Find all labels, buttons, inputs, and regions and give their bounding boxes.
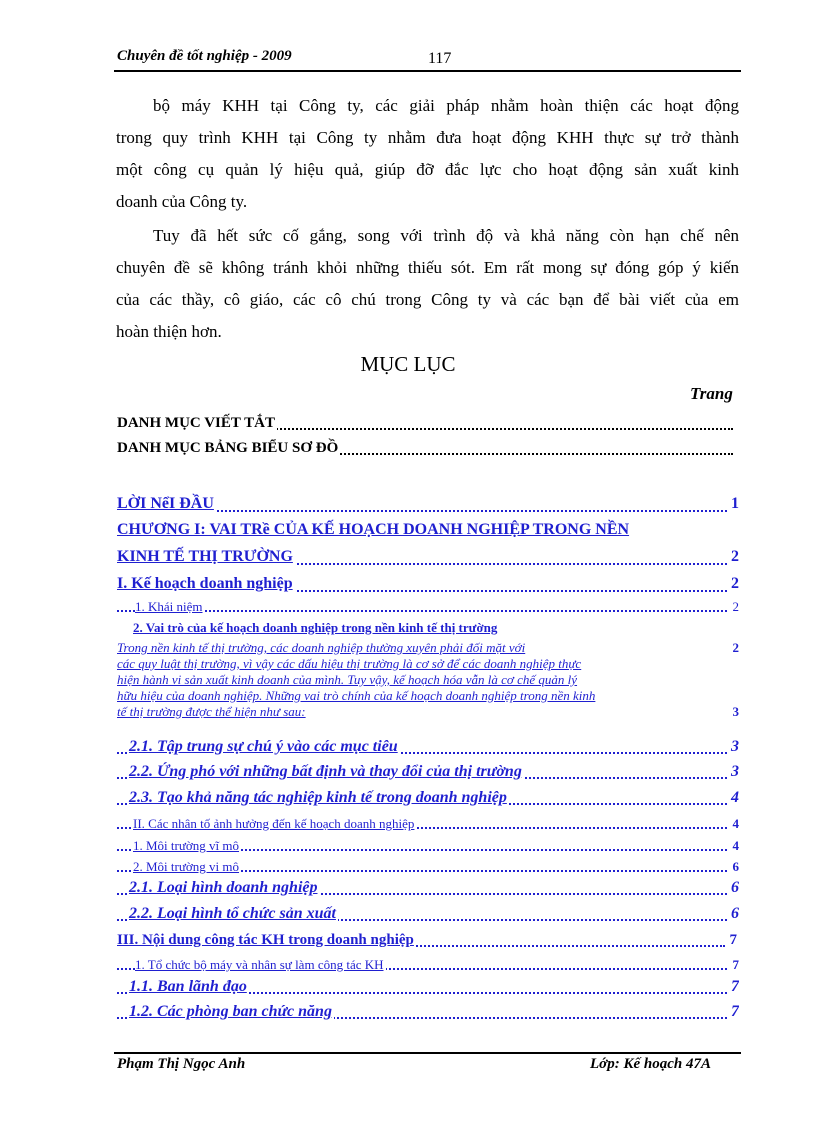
toc-entry-role[interactable]: 2. Vai trò của kế hoạch doanh nghiệp trong nền kinh tế thị trường [133, 620, 498, 635]
toc-entry-production-type[interactable]: 2.2. Loại hình tổ chức sản xuất 6 [117, 903, 739, 925]
text-line: của các thầy, cô giáo, các cô chú trong Công ty và các bạn để bài viết của em [116, 290, 739, 309]
toc-entry-introduction[interactable]: LỜI NểI ĐẦU 1 [117, 492, 739, 516]
text-line: Tuy đã hết sức cố gắng, song với trình độ và khả năng còn hạn chế nên [153, 226, 739, 245]
text-line: hoàn thiện hơn. [116, 322, 222, 341]
toc-entry-chapter-1-cont[interactable]: KINH TẾ THỊ TRƯỜNG 2 [117, 545, 739, 569]
toc-tables-figures[interactable]: DANH MỤC BẢNG BIỂU SƠ ĐỒ [117, 437, 733, 459]
text-line: trong quy trình KHH tại Công ty nhằm đưa hoạt động KHH thực sự trở thành [116, 128, 739, 147]
toc-entry-2-1[interactable]: 2.1. Tập trung sự chú ý vào các mục tiêu 3 [117, 736, 739, 758]
toc-entry-concept[interactable]: 1. Khái niệm 2 [117, 598, 739, 616]
footer-rule [114, 1052, 741, 1054]
toc-entry-2-2[interactable]: 2.2. Ứng phó với những bất định và thay đổi của thị trường 3 [117, 761, 739, 783]
note-line: hiện hành vi sản xuất kinh doanh của mình. Tuy vậy, kế hoạch hóa vẫn là cơ chế quản lý [117, 672, 578, 687]
note-line: hữu hiệu của doanh nghiệp. Những vai trò chính của kế hoạch doanh nghiệp trong nền kinh [117, 688, 596, 703]
text-line: một công cụ quản lý hiệu quả, giúp đỡ đắc lực cho hoạt động sản xuất kinh [116, 160, 739, 179]
note-line: các quy luật thị trường, vì vậy các dấu hiệu thị trường là cơ sở để các doanh nghiệp thực [117, 656, 582, 671]
note-line: Trong nền kinh tế thị trường, các doanh nghiệp thường xuyên phải đối mặt với 2 [117, 640, 739, 655]
text-line: bộ máy KHH tại Công ty, các giải pháp nhằm hoàn thiện các hoạt động [153, 96, 739, 115]
toc-entry-leadership[interactable]: 1.1. Ban lãnh đạo 7 [117, 976, 739, 998]
toc-entry-section-3[interactable]: III. Nội dung công tác KH trong doanh nghiệp 7 [117, 929, 737, 951]
header-title: Chuyên đề tốt nghiệp - 2009 [117, 48, 292, 64]
toc-entry-micro-environment[interactable]: 2. Môi trường vi mô 6 [117, 858, 739, 876]
header-rule [114, 70, 741, 72]
toc-entry-macro-environment[interactable]: 1. Môi trường vĩ mô 4 [117, 837, 739, 855]
toc-entry-departments[interactable]: 1.2. Các phòng ban chức năng 7 [117, 1001, 739, 1023]
note-line: tế thị trường được thể hiện như sau: 3 [117, 704, 739, 719]
intro-paragraph-2 [116, 220, 739, 348]
toc-entry-section-1[interactable]: I. Kế hoạch doanh nghiệp 2 [117, 572, 739, 596]
footer-class: Lớp: Kế hoạch 47A [590, 1056, 711, 1072]
toc-entry-2-3[interactable]: 2.3. Tạo khả năng tác nghiệp kinh tế trong doanh nghiệp 4 [117, 787, 739, 809]
toc-title: MỤC LỤC [360, 352, 456, 376]
toc-entry-section-2[interactable]: II. Các nhân tố ảnh hưởng đến kế hoạch doanh nghiệp 4 [117, 815, 739, 833]
toc-page-label: Trang [690, 384, 733, 403]
text-line: doanh của Công ty. [116, 192, 248, 211]
toc-note-block[interactable] [117, 640, 739, 720]
footer-author: Phạm Thị Ngọc Anh [117, 1056, 246, 1072]
page-number: 117 [428, 50, 452, 67]
toc-abbreviations[interactable]: DANH MỤC VIẾT TẮT [117, 412, 733, 434]
toc-entry-chapter-1[interactable]: CHƯƠNG I: VAI TRề CỦA KẾ HOẠCH DOANH NGHIỆP TRONG NỀN [117, 521, 630, 538]
text-line: chuyên đề sẽ không tránh khỏi những thiếu sót. Em rất mong sự đóng góp ý kiến [116, 258, 739, 277]
intro-paragraph-1 [116, 90, 739, 218]
toc-entry-organization[interactable]: 1. Tổ chức bộ máy và nhân sự làm công tác KH 7 [117, 956, 739, 974]
toc-entry-business-type[interactable]: 2.1. Loại hình doanh nghiệp 6 [117, 877, 739, 899]
